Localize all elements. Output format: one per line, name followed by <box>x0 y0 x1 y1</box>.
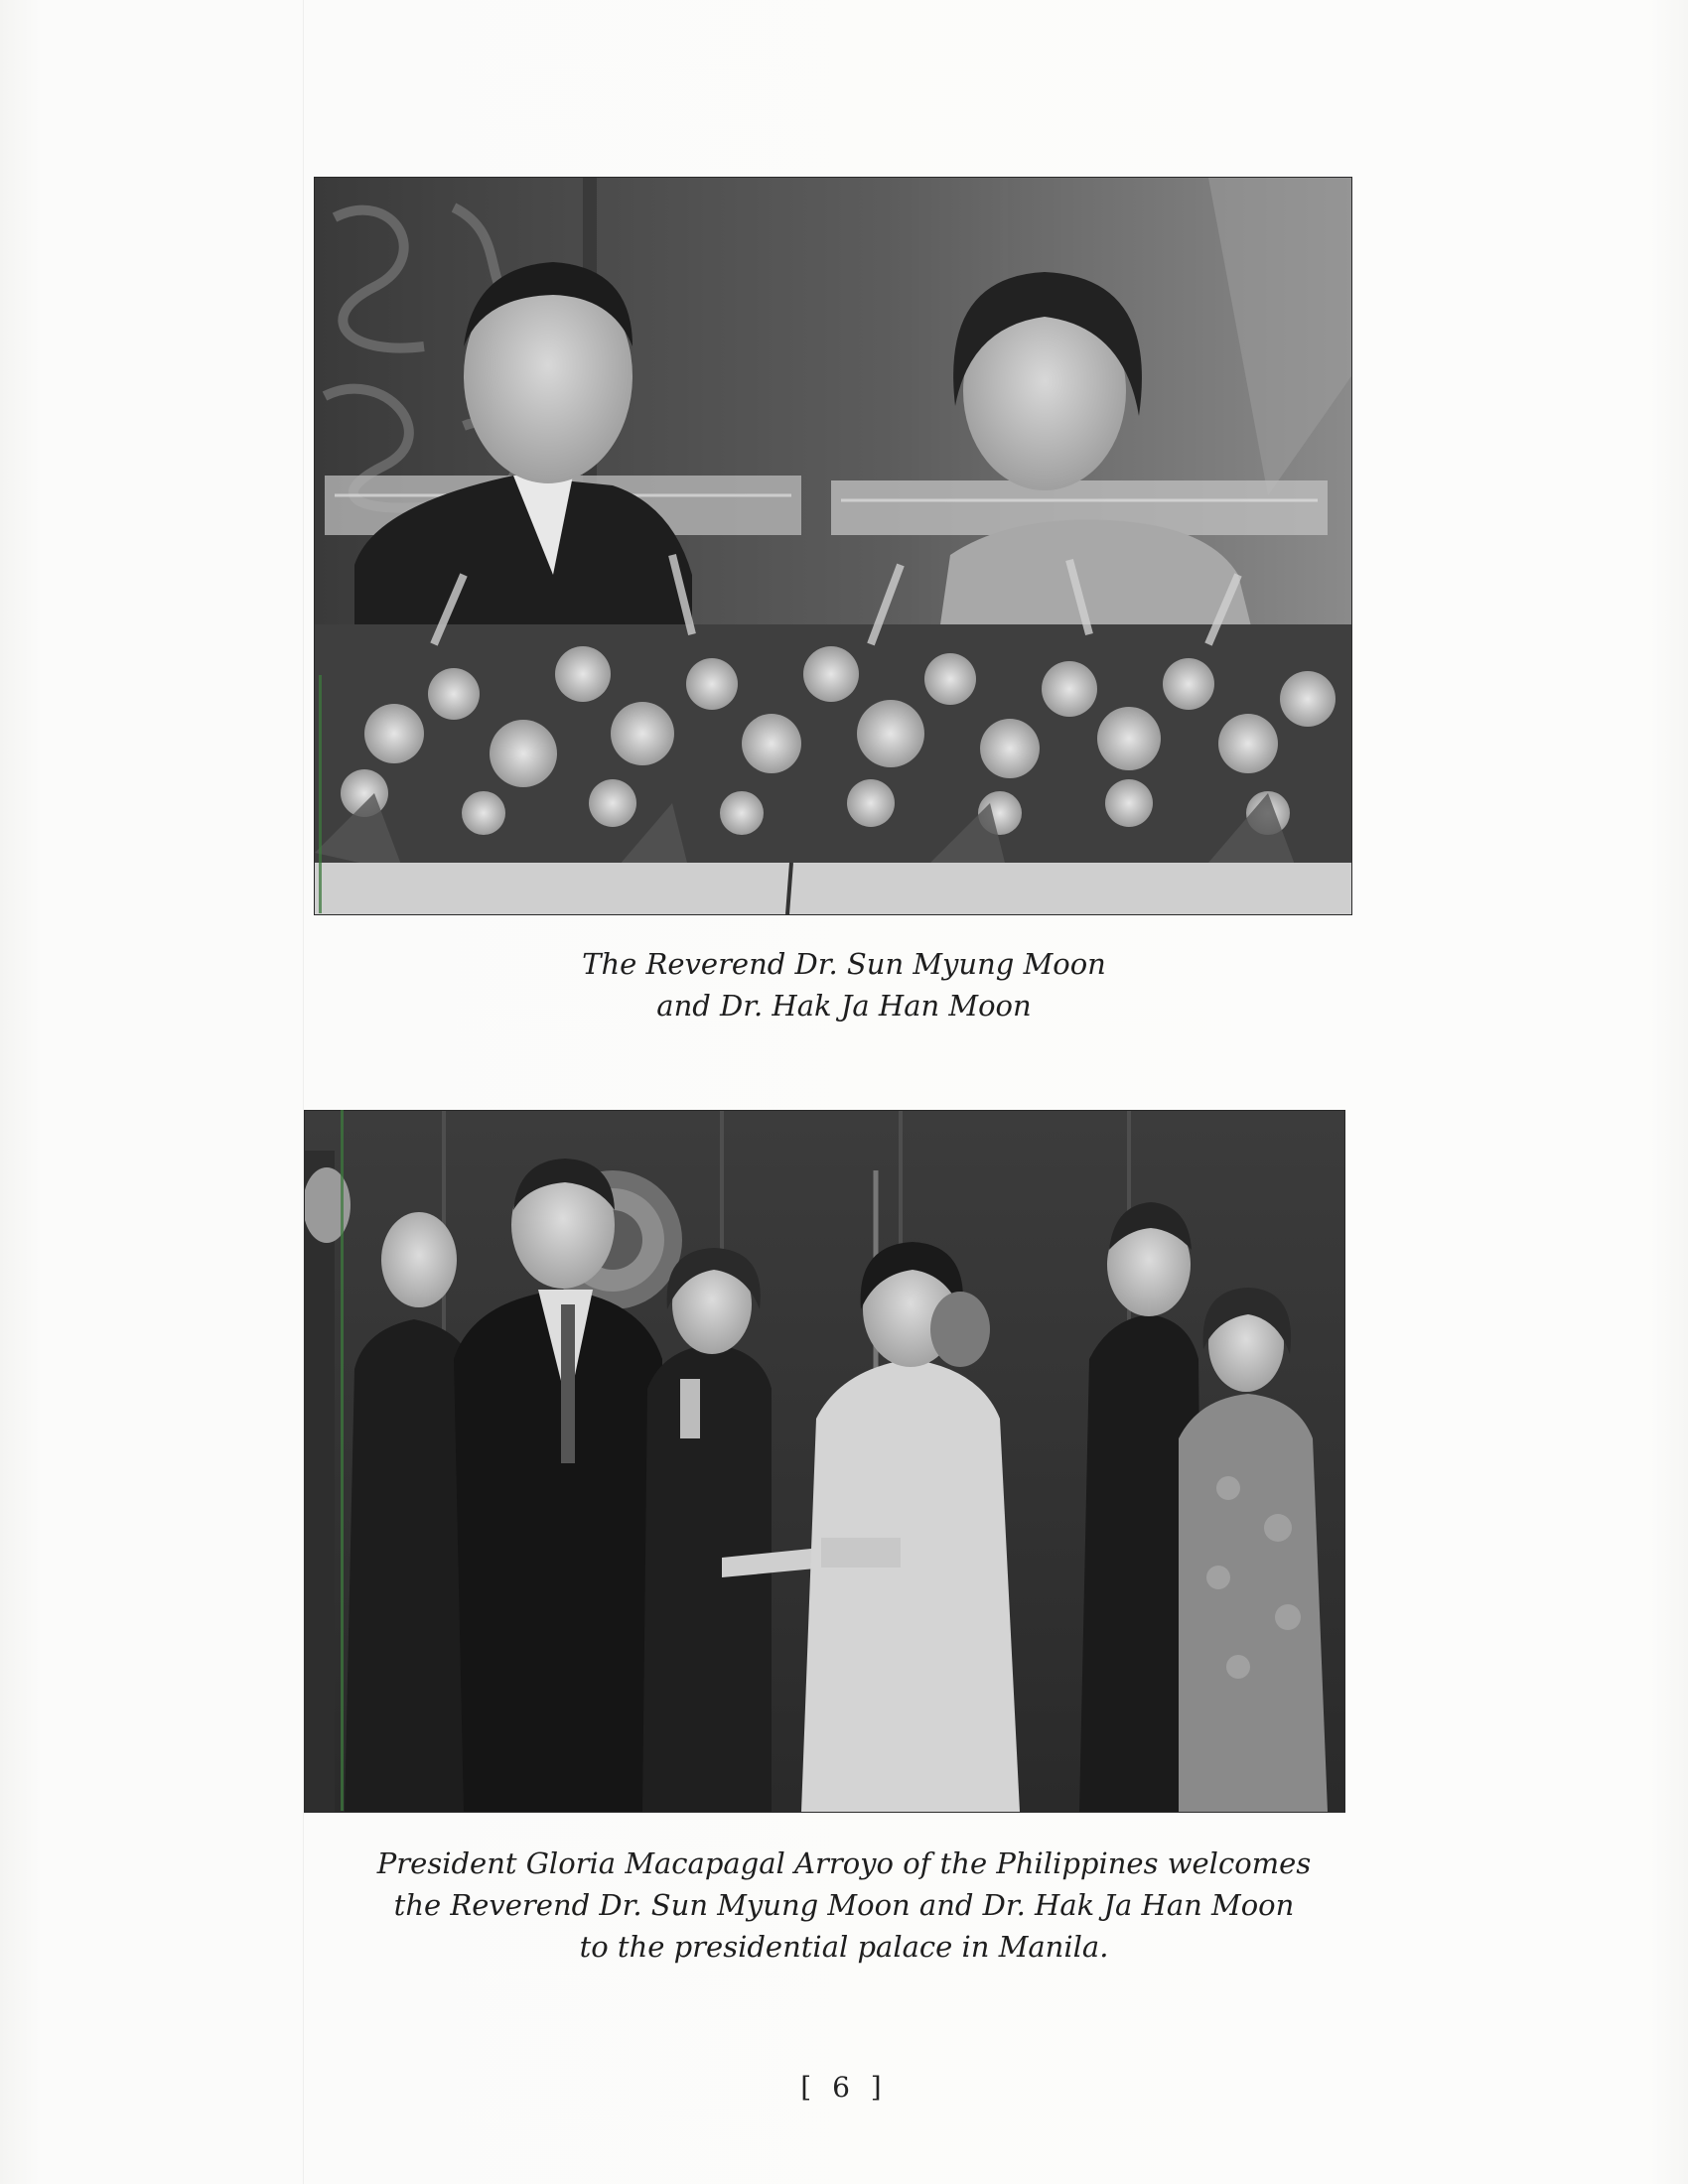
caption-line: the Reverend Dr. Sun Myung Moon and Dr. Hak Ja Han Moon <box>393 1888 1295 1922</box>
caption-line: The Reverend Dr. Sun Myung Moon <box>582 947 1106 981</box>
photo-moon-couple-head-table <box>314 177 1352 915</box>
caption-line: to the presidential palace in Manila. <box>579 1930 1109 1964</box>
caption-line: and Dr. Hak Ja Han Moon <box>656 989 1032 1023</box>
caption-line: President Gloria Macapagal Arroyo of the Philippines welcomes <box>376 1846 1312 1880</box>
photo-presidential-palace-handshake <box>304 1110 1345 1813</box>
scan-green-edge-top <box>319 675 322 913</box>
page-number: [ 6 ] <box>800 2071 888 2104</box>
scan-green-edge-bottom <box>341 1110 344 1811</box>
photo-caption-top <box>298 943 1390 1026</box>
photo-caption-bottom <box>298 1843 1390 1968</box>
